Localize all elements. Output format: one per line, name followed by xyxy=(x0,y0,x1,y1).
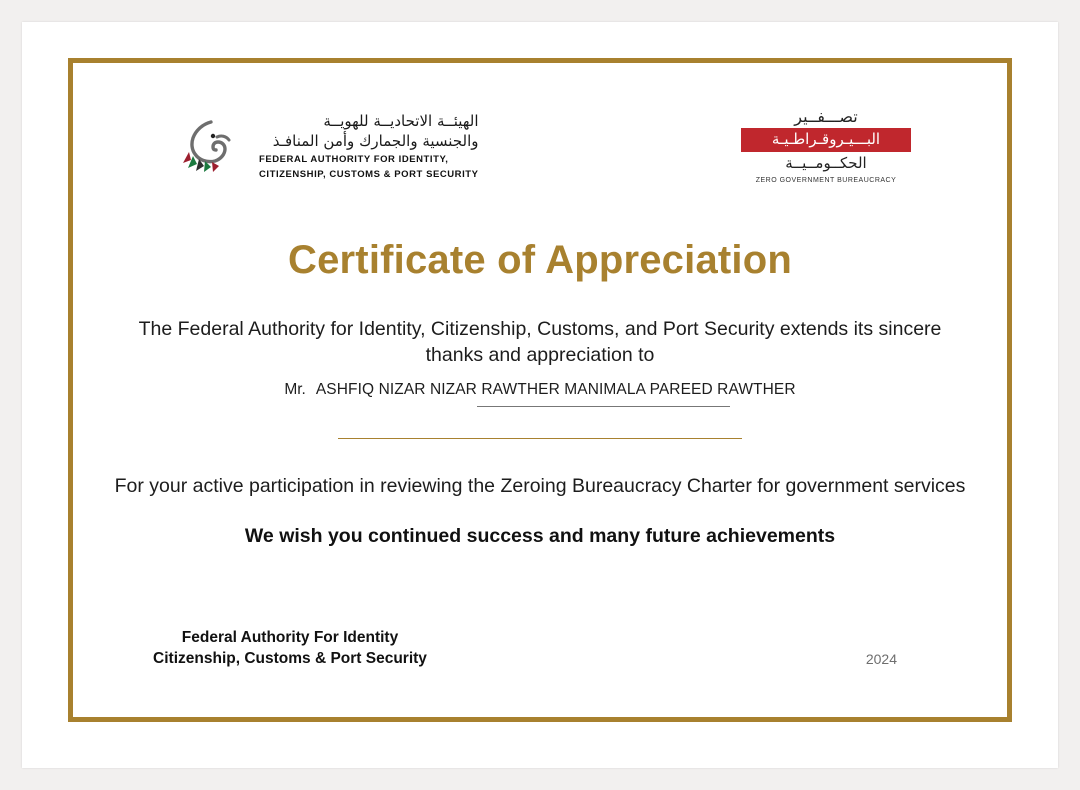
wish-text: We wish you continued success and many future achievements xyxy=(244,525,836,547)
certificate-content xyxy=(73,63,1007,717)
federal-authority-logo xyxy=(181,111,479,182)
recipient-row xyxy=(73,381,1007,399)
signature-block: Federal Authority For Identity Citizenship, Customs & Port Security xyxy=(153,629,427,667)
logo-row xyxy=(73,107,1007,201)
zgb-arabic-bottom: الحكــومــيــة xyxy=(785,153,867,172)
reason-text: For your active participation in reviewing the Zeroing Bureaucracy Charter for government services xyxy=(114,475,966,497)
section-divider xyxy=(338,438,742,439)
certificate-page xyxy=(22,22,1058,768)
fa-arabic-line-2: والجنسية والجمارك وأمن المنافـذ xyxy=(272,132,479,151)
recipient-name: ASHFIQ NIZAR NIZAR RAWTHER MANIMALA PAREED RAWTHER xyxy=(315,381,796,398)
certificate-border xyxy=(68,58,1012,722)
intro-text: The Federal Authority for Identity, Citizenship, Customs, and Port Security extends its sincere thanks and appreciation to xyxy=(138,318,942,367)
fa-english-line-1: FEDERAL AUTHORITY FOR IDENTITY, xyxy=(259,153,449,165)
zgb-english-label: ZERO GOVERNMENT BUREAUCRACY xyxy=(755,177,897,185)
zgb-arabic-band: البـــيـروقـراطـيـة xyxy=(741,128,911,152)
falcon-emblem-icon xyxy=(181,116,247,178)
year-label: 2024 xyxy=(865,651,897,667)
zgb-arabic-top: تصـــفــير xyxy=(794,107,858,126)
federal-authority-logo-text xyxy=(259,111,479,182)
salutation-label: Mr. xyxy=(284,381,306,398)
recipient-name-underline xyxy=(477,406,730,407)
certificate-title: Certificate of Appreciation xyxy=(288,238,792,282)
fa-english-line-2: CITIZENSHIP, CUSTOMS & PORT SECURITY xyxy=(259,168,479,180)
fa-arabic-line-1: الهيئــة الاتحاديــة للهويــة xyxy=(323,112,479,130)
zero-government-bureaucracy-logo xyxy=(741,107,911,184)
